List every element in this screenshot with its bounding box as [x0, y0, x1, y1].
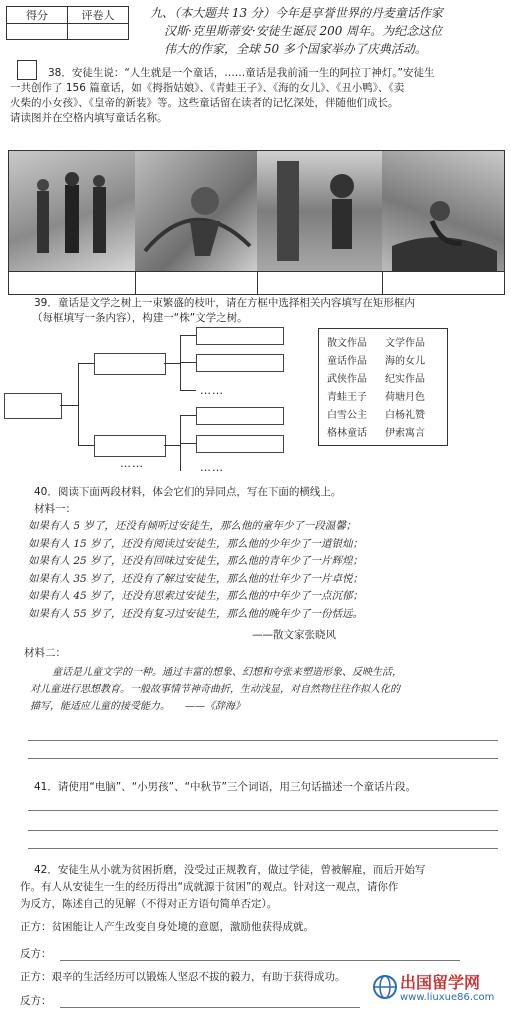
tree-leaf-box[interactable] [196, 354, 284, 372]
picture-strip [8, 150, 505, 295]
score-box [6, 6, 129, 40]
material1-line: 如果有人 5 岁了，还没有倾听过安徒生，那么他的童年少了一段温馨； [28, 520, 357, 532]
material1-line: 如果有人 25 岁了，还没有回味过安徒生，那么他的青年少了一片辉煌； [28, 555, 364, 567]
option-item: 格林童话 [327, 428, 367, 439]
answer-row [9, 271, 504, 294]
material1-line: 如果有人 45 岁了，还没有思索过安徒生，那么他的中年少了一点沉郁； [28, 590, 364, 602]
section-header [150, 4, 443, 58]
figures-illustration [9, 151, 135, 271]
illustration-3 [257, 151, 383, 271]
q41-text: 41．请使用“电脑”、“小男孩”、“中秋节”三个词语，用三句话描述一个童话片段。 [34, 781, 416, 793]
option-item: 白雪公主 [327, 410, 367, 421]
tree-branch-box[interactable] [94, 353, 166, 375]
answer-line[interactable] [28, 758, 498, 759]
answer-line[interactable] [28, 830, 498, 831]
answer-line[interactable] [60, 1007, 360, 1008]
score-cell[interactable] [7, 24, 68, 40]
options-col-left [327, 335, 367, 443]
ellipsis: …… [120, 457, 144, 470]
tree-branch-box[interactable] [94, 435, 166, 457]
tree-leaf-box[interactable] [196, 407, 284, 425]
material2-label: 材料二： [24, 647, 66, 659]
answer-line[interactable] [28, 740, 498, 741]
q42-line: 作。有人从安徒生一生的经历得出“成就源于贫困”的观点。针对这一观点，请你作 [20, 881, 399, 893]
pro-argument-1: 正方：贫困能让人产生改变自身处境的意愿，激励他获得成就。 [20, 921, 314, 933]
q38-text [10, 66, 435, 126]
illustration-1 [9, 151, 136, 271]
q38-line: 火柴的小女孩》、《皇帝的新装》等。这些童话留在读者的记忆深处，伴随他们成长。 [10, 97, 399, 109]
illustration-2 [135, 151, 258, 271]
q42-text [20, 862, 425, 913]
material2-line: 描写，能适应儿童的接受能力。 ——《辞海》 [30, 701, 245, 712]
q42-line: 42．安徒生从小就为贫困折磨，没受过正规教育，做过学徒，曾被解雇，而后开始写 [34, 864, 426, 876]
option-item: 散文作品 [327, 338, 367, 349]
answer-cell[interactable] [135, 272, 258, 294]
option-item: 伊索寓言 [385, 428, 425, 439]
answer-line[interactable] [28, 810, 498, 811]
material2-line: 童话是儿童文学的一种。通过丰富的想象、幻想和夸张来塑造形象、反映生活， [52, 667, 402, 678]
option-item: 荷塘月色 [385, 392, 425, 403]
tree-leaf-box[interactable] [196, 327, 284, 345]
answer-cell[interactable] [382, 272, 504, 294]
option-item: 纪实作品 [385, 374, 425, 385]
answer-line[interactable] [28, 848, 498, 849]
material1-line: 如果有人 15 岁了，还没有阅读过安徒生，那么他的少年少了一道银灿； [28, 537, 364, 550]
q39-text [10, 296, 415, 326]
con-label: 反方： [20, 995, 52, 1007]
watermark-url: www.liuxue86.com [400, 992, 495, 1003]
ellipsis: …… [200, 461, 224, 474]
option-item: 青蛙王子 [327, 392, 367, 403]
q38-line: 请读图并在空格内填写童话名称。 [10, 112, 168, 124]
q39-line: 39．童话是文学之树上一束繁盛的枝叶，请在方框中选择相关内容填写在矩形框内 [34, 297, 415, 309]
material2-body [30, 664, 402, 715]
watermark [372, 966, 506, 1010]
mermaid-illustration [382, 151, 504, 271]
option-item: 童话作品 [327, 356, 367, 367]
illustration-4 [382, 151, 504, 271]
material1-body [28, 518, 363, 623]
material1-source: ——散文家张晓风 [252, 629, 336, 641]
section-header-line: 九、（本大题共 13 分）今年是享誉世界的丹麦童话作家 [150, 6, 443, 20]
option-item: 武侠作品 [327, 374, 367, 385]
q39-line: （每框填写一条内容），构建一“株”文学之树。 [32, 312, 248, 324]
watermark-name: 出国留学网 [400, 973, 481, 992]
options-box [318, 328, 448, 446]
material1-line: 如果有人 55 岁了，还没有复习过安徒生，那么他的晚年少了一份恬远。 [28, 607, 364, 620]
answer-line[interactable] [60, 960, 460, 961]
grader-cell[interactable] [68, 24, 129, 40]
options-col-right [385, 335, 425, 443]
thumbelina-illustration [135, 151, 257, 271]
material1-line: 如果有人 35 岁了，还没有了解过安徒生，那么他的壮年少了一片卓悦； [28, 572, 364, 585]
q38-line: 一共创作了 156 篇童话，如《拇指姑娘》、《青蛙王子》、《海的女儿》、《丑小鸭》、《卖 [10, 82, 405, 94]
option-item: 海的女儿 [385, 356, 425, 367]
score-label: 得分 [7, 7, 68, 24]
ellipsis: …… [200, 384, 224, 397]
globe-logo-icon [372, 974, 398, 1000]
tree-leaf-box[interactable] [196, 435, 284, 453]
con-label: 反方： [20, 948, 52, 960]
literature-tree-diagram [0, 325, 320, 475]
material1-label: 材料一： [34, 503, 76, 515]
section-header-line: 伟大的作家，全球 50 多个国家举办了庆典活动。 [164, 42, 427, 56]
section-header-line: 汉斯·克里斯蒂安·安徒生诞辰 200 周年。为纪念这位 [164, 24, 443, 38]
q40-intro: 40．阅读下面两段材料，体会它们的异同点，写在下面的横线上。 [34, 486, 342, 498]
option-item: 文学作品 [385, 338, 425, 349]
emperor-illustration [257, 151, 382, 271]
grader-label: 评卷人 [68, 7, 129, 24]
option-item: 白杨礼赞 [385, 410, 425, 421]
answer-cell[interactable] [257, 272, 383, 294]
material2-line: 对儿童进行思想教育。一般故事情节神奇曲折，生动浅显，对自然物往往作拟人化的 [30, 684, 400, 695]
q42-line: 为反方，陈述自己的见解（不得对正方语句简单否定）。 [20, 898, 278, 910]
answer-cell[interactable] [9, 272, 136, 294]
q38-line: 38．安徒生说：“人生就是一个童话，……童话是我前涌一生的阿拉丁神灯。”安徒生 [48, 67, 435, 79]
tree-root-box[interactable] [4, 393, 62, 419]
pro-argument-2: 正方：艰辛的生活经历可以锻炼人坚忍不拔的毅力，有助于获得成功。 [20, 971, 346, 983]
